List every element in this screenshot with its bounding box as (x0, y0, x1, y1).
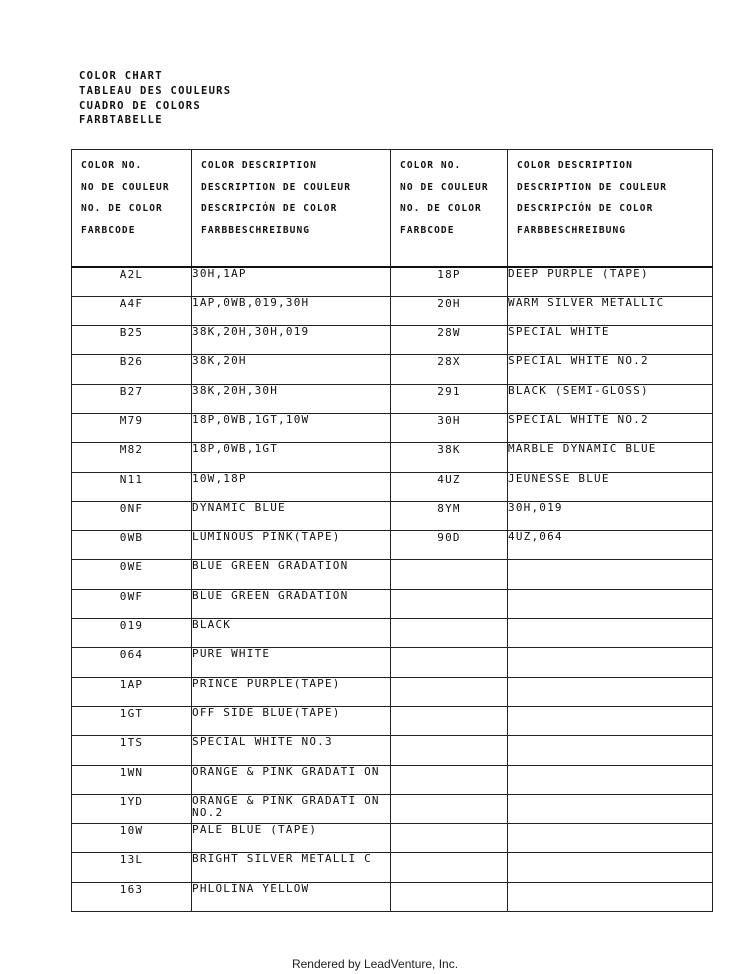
color-code-cell (391, 824, 508, 853)
color-code-cell: M82 (72, 443, 192, 472)
color-code-cell: 38K (391, 443, 508, 472)
color-code-cell: B26 (72, 355, 192, 384)
color-description-cell (508, 589, 713, 618)
color-description-cell: 30H,019 (508, 501, 713, 530)
table-row (72, 413, 713, 442)
color-code-cell: 28W (391, 326, 508, 355)
color-code-cell: 1YD (72, 794, 192, 823)
footer-credit: Rendered by LeadVenture, Inc. (291, 957, 459, 971)
color-code-cell (391, 794, 508, 823)
color-description-cell: SPECIAL WHITE NO.2 (508, 355, 713, 384)
color-description-cell: 38K,20H (192, 355, 391, 384)
color-code-cell: M79 (72, 413, 192, 442)
table-row (72, 355, 713, 384)
table-row (72, 824, 713, 853)
color-description-cell: PALE BLUE (TAPE) (192, 824, 391, 853)
color-code-cell: N11 (72, 472, 192, 501)
color-code-cell (391, 882, 508, 911)
table-row (72, 267, 713, 296)
color-code-cell: 0WE (72, 560, 192, 589)
color-description-cell: BLUE GREEN GRADATION (192, 589, 391, 618)
color-code-cell: 0NF (72, 501, 192, 530)
color-description-cell (508, 736, 713, 765)
color-description-cell (508, 619, 713, 648)
color-code-cell (391, 853, 508, 882)
color-description-cell: JEUNESSE BLUE (508, 472, 713, 501)
title-es: CUADRO DE COLORS (79, 99, 201, 112)
chart-body (72, 267, 713, 912)
color-description-cell (508, 677, 713, 706)
table-row (72, 706, 713, 735)
color-code-cell: 10W (72, 824, 192, 853)
color-code-cell: 064 (72, 648, 192, 677)
header-color-description: COLOR DESCRIPTION DESCRIPTION DE COULEUR DESCRIPCIÓN DE COLOR FARBBESCHREIBUNG (192, 150, 391, 268)
color-code-cell: 019 (72, 619, 192, 648)
color-description-cell: SPECIAL WHITE (508, 326, 713, 355)
table-row (72, 882, 713, 911)
color-description-cell (508, 765, 713, 794)
color-code-cell: 1TS (72, 736, 192, 765)
color-description-cell: PURE WHITE (192, 648, 391, 677)
color-description-cell: LUMINOUS PINK(TAPE) (192, 531, 391, 560)
color-description-cell (508, 648, 713, 677)
color-description-cell: SPECIAL WHITE NO.3 (192, 736, 391, 765)
color-description-cell: 38K,20H,30H,019 (192, 326, 391, 355)
table-row (72, 531, 713, 560)
color-code-cell: 1AP (72, 677, 192, 706)
header-row (72, 150, 713, 268)
color-code-cell (391, 677, 508, 706)
color-code-cell (391, 648, 508, 677)
color-description-cell: BLACK (SEMI-GLOSS) (508, 384, 713, 413)
color-code-cell: A2L (72, 267, 192, 296)
color-code-cell: 291 (391, 384, 508, 413)
color-description-cell: PRINCE PURPLE(TAPE) (192, 677, 391, 706)
color-description-cell (508, 853, 713, 882)
color-code-cell (391, 765, 508, 794)
header-color-no-2: COLOR NO. NO DE COULEUR NO. DE COLOR FARBCODE (391, 150, 508, 268)
color-description-cell: 30H,1AP (192, 267, 391, 296)
color-description-cell: BLUE GREEN GRADATION (192, 560, 391, 589)
table-row (72, 853, 713, 882)
color-code-cell: A4F (72, 296, 192, 325)
title-fr: TABLEAU DES COULEURS (79, 84, 232, 97)
color-code-cell (391, 619, 508, 648)
color-code-cell: 30H (391, 413, 508, 442)
color-code-cell (391, 560, 508, 589)
color-code-cell: B27 (72, 384, 192, 413)
color-description-cell: 4UZ,064 (508, 531, 713, 560)
color-description-cell: PHLOLINA YELLOW (192, 882, 391, 911)
color-code-cell: 4UZ (391, 472, 508, 501)
table-row (72, 296, 713, 325)
table-row (72, 589, 713, 618)
table-row (72, 648, 713, 677)
color-description-cell (508, 824, 713, 853)
table-row (72, 677, 713, 706)
table-row (72, 501, 713, 530)
table-row (72, 560, 713, 589)
color-description-cell: OFF SIDE BLUE(TAPE) (192, 706, 391, 735)
color-code-cell: B25 (72, 326, 192, 355)
color-description-cell (508, 882, 713, 911)
title-de: FARBTABELLE (79, 114, 163, 127)
color-description-cell (508, 706, 713, 735)
color-description-cell: 10W,18P (192, 472, 391, 501)
header-color-description-2: COLOR DESCRIPTION DESCRIPTION DE COULEUR DESCRIPCIÓN DE COLOR FARBBESCHREIBUNG (508, 150, 713, 268)
color-description-cell (508, 560, 713, 589)
color-code-cell: 0WF (72, 589, 192, 618)
title-en: COLOR CHART (79, 70, 163, 82)
color-description-cell: ORANGE & PINK GRADATI ON (192, 765, 391, 794)
header-color-no: COLOR NO. NO DE COULEUR NO. DE COLOR FARBCODE (72, 150, 192, 268)
color-description-cell: 1AP,0WB,019,30H (192, 296, 391, 325)
color-description-cell: 38K,20H,30H (192, 384, 391, 413)
color-code-cell: 1WN (72, 765, 192, 794)
color-description-cell: SPECIAL WHITE NO.2 (508, 413, 713, 442)
color-code-cell (391, 706, 508, 735)
table-row (72, 326, 713, 355)
color-code-cell: 90D (391, 531, 508, 560)
color-code-cell: 8YM (391, 501, 508, 530)
color-description-cell: ORANGE & PINK GRADATI ON NO.2 (192, 794, 391, 823)
color-description-cell: DYNAMIC BLUE (192, 501, 391, 530)
color-code-cell: 18P (391, 267, 508, 296)
table-row (72, 619, 713, 648)
chart-titles (79, 69, 231, 128)
color-description-cell (508, 794, 713, 823)
color-code-cell: 0WB (72, 531, 192, 560)
color-chart-table (71, 149, 713, 912)
color-code-cell: 28X (391, 355, 508, 384)
color-description-cell: 18P,0WB,1GT (192, 443, 391, 472)
color-code-cell: 1GT (72, 706, 192, 735)
color-code-cell: 20H (391, 296, 508, 325)
color-description-cell: BLACK (192, 619, 391, 648)
color-code-cell: 163 (72, 882, 192, 911)
color-description-cell: WARM SILVER METALLIC (508, 296, 713, 325)
color-code-cell (391, 589, 508, 618)
table-row (72, 472, 713, 501)
color-code-cell (391, 736, 508, 765)
color-description-cell: 18P,0WB,1GT,10W (192, 413, 391, 442)
table-row (72, 736, 713, 765)
table-row (72, 384, 713, 413)
color-description-cell: DEEP PURPLE (TAPE) (508, 267, 713, 296)
color-code-cell: 13L (72, 853, 192, 882)
table-row (72, 765, 713, 794)
table-row (72, 794, 713, 823)
table-row (72, 443, 713, 472)
color-description-cell: BRIGHT SILVER METALLI C (192, 853, 391, 882)
color-description-cell: MARBLE DYNAMIC BLUE (508, 443, 713, 472)
